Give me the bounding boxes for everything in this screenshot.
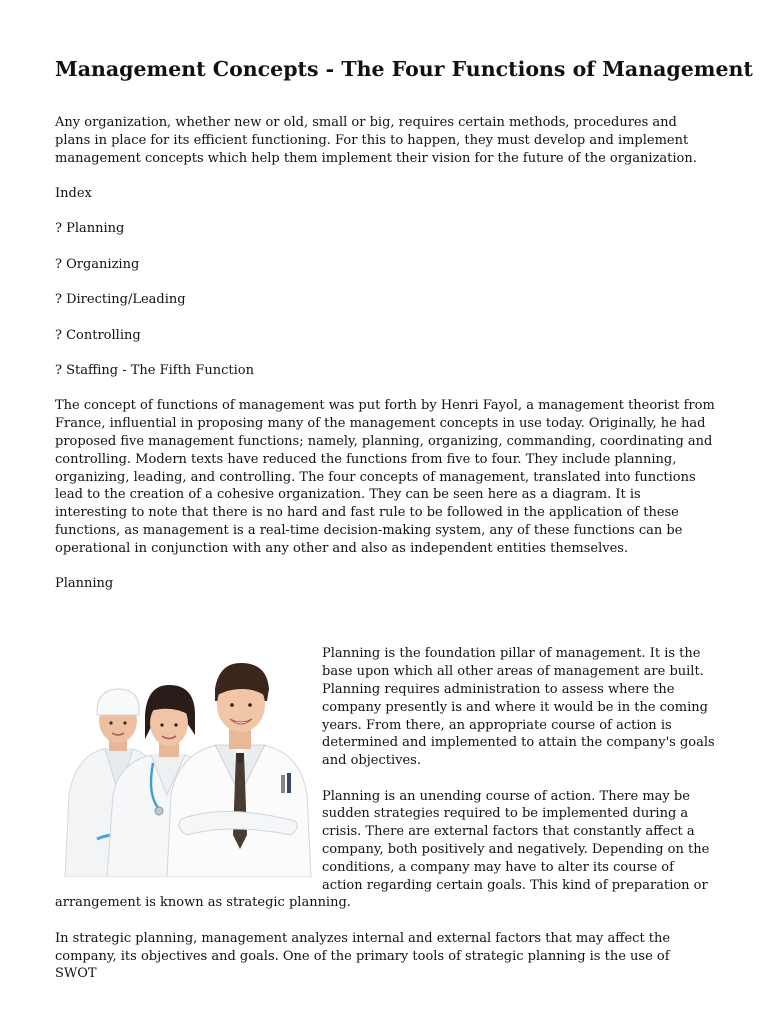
document-body <box>55 114 715 1001</box>
concept-paragraph: The concept of functions of management was put forth by Henri Fayol, a management theorist from France, influential in proposing many of the management concepts in use today. Originally, he had proposed five management functions; namely, planning, organizing, commanding, coordinating and controlling. Modern texts have reduced the functions from five to four. They include planning, organizing, leading, and controlling. The four concepts of management, translated into functions lead to the creation of a cohesive organization. They can be seen here as a diagram. It is interesting to note that there is no hard and fast rule to be followed in the application of these functions, as management is a real-time decision-making system, any of these functions can be operational in conjunction with any other and also as independent entities themselves. <box>55 398 715 556</box>
index-item-controlling: ? Controlling <box>55 327 141 343</box>
planning-section <box>55 645 715 983</box>
spacer <box>55 610 715 645</box>
document-title: Management Concepts - The Four Functions of Management <box>55 57 753 81</box>
medical-team-photo <box>55 645 313 877</box>
index-heading: Index <box>55 185 92 201</box>
strategic-planning-paragraph: In strategic planning, management analyzes internal and external factors that may affect the company, its objectives and goals. One of the primary tools of strategic planning is the use of SWOT <box>55 930 671 982</box>
index-item-organizing: ? Organizing <box>55 256 140 272</box>
planning-paragraph-1: Planning is the foundation pillar of management. It is the base upon which all other areas of management are built. Planning requires administration to assess where the company presently is and where it would be in the coming years. From there, an appropriate course of action is determined and implemented to attain the company's goals and objectives. <box>322 646 715 769</box>
medical-team-illustration <box>55 645 313 877</box>
planning-heading: Planning <box>55 576 114 592</box>
index-item-staffing: ? Staffing - The Fifth Function <box>55 362 254 378</box>
index-item-directing: ? Directing/Leading <box>55 292 186 308</box>
planning-paragraph-2: Planning is an unending course of action. There may be sudden strategies required to be implemented during a crisis. There are external factors that constantly affect a company, both positively and negatively. Depending on the conditions, a company may have to alter its course of action regarding certain goals. This kind of preparation or arrangement is known as strategic planning. <box>55 788 710 911</box>
index-item-planning: ? Planning <box>55 221 125 237</box>
intro-paragraph: Any organization, whether new or old, small or big, requires certain methods, procedures and plans in place for its efficient functioning. For this to happen, they must develop and implement management concepts which help them implement their vision for the future of the organization. <box>55 115 697 166</box>
